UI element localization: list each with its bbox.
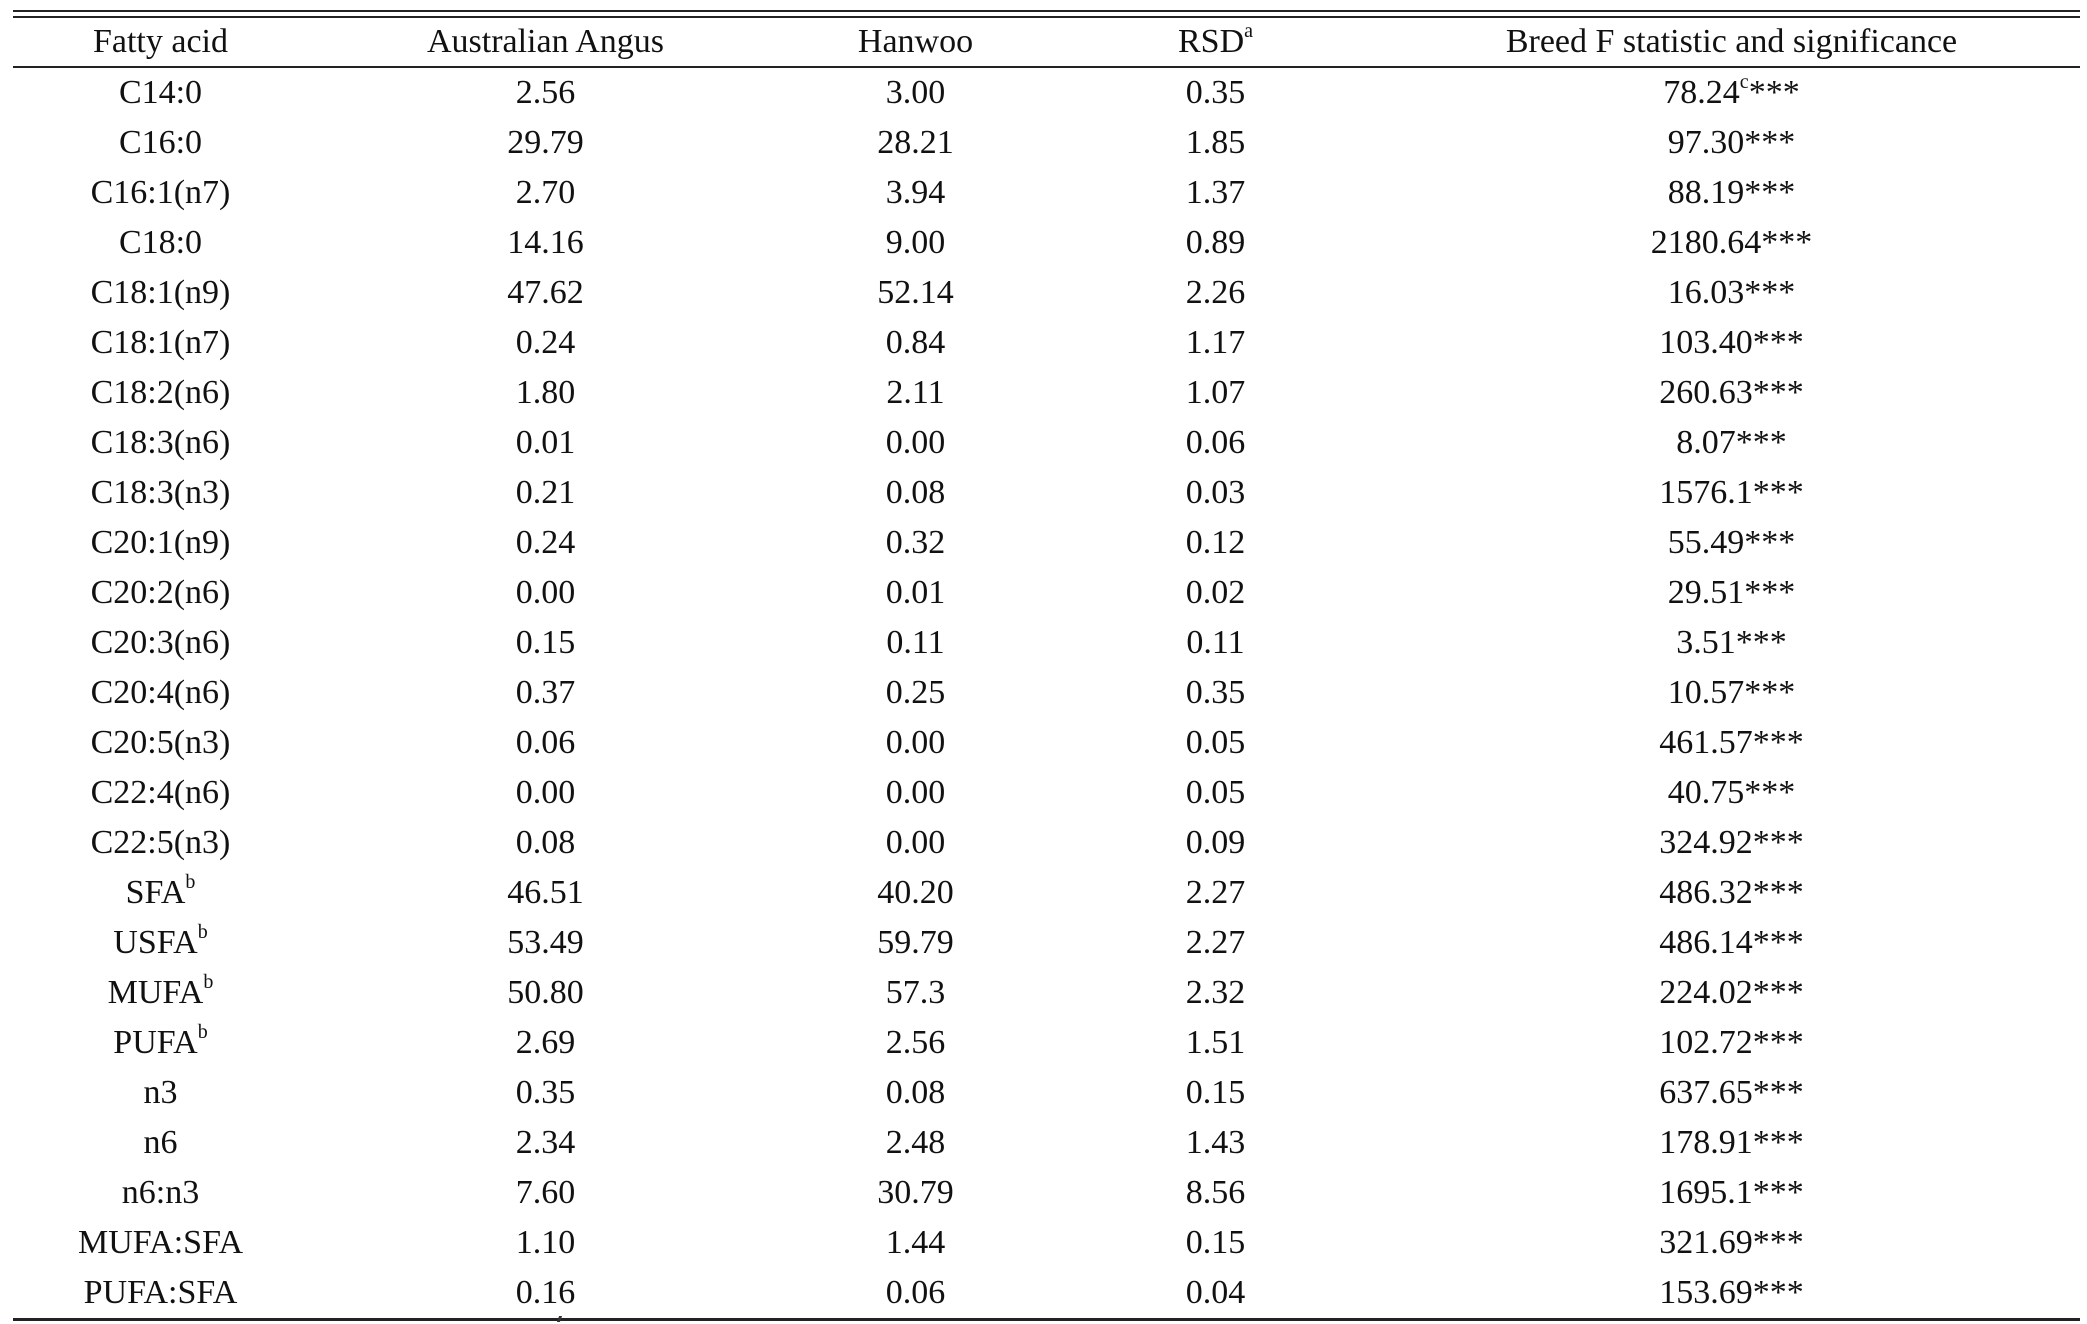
cell-hanwoo: 0.11 [886, 624, 945, 661]
cell-rsd: 2.32 [1185, 974, 1246, 1011]
fatty-acid-name: C18:1(n7) [90, 324, 231, 361]
cell-australian-angus: 0.00 [515, 774, 576, 811]
significance-stars: *** [1752, 474, 1804, 511]
table-row [13, 1168, 2080, 1218]
fatty-acid-name: PUFA:SFA [83, 1274, 238, 1311]
f-value: 178.91 [1659, 1124, 1753, 1161]
significance-stars: *** [1752, 924, 1804, 961]
cell-rsd: 1.51 [1185, 1024, 1246, 1061]
cell-rsd: 0.35 [1185, 674, 1246, 711]
cell-fatty-acid [13, 1268, 308, 1318]
data-table [13, 18, 2080, 66]
cell-f-statistic [1383, 768, 2080, 818]
significance-stars: *** [1752, 324, 1804, 361]
cell-f-statistic [1383, 1268, 2080, 1318]
cell-fatty-acid [13, 218, 308, 268]
significance-stars: *** [1761, 224, 1813, 261]
cell-australian-angus: 53.49 [507, 924, 584, 961]
table-row [13, 868, 2080, 918]
cell-f-statistic [1383, 1018, 2080, 1068]
table-row [13, 268, 2080, 318]
f-value: 1576.1 [1659, 474, 1753, 511]
data-table-body [13, 68, 2080, 1318]
table-header [13, 18, 2080, 66]
header-rsd-footnote-mark: a [1244, 20, 1254, 42]
cell-australian-angus: 50.80 [507, 974, 584, 1011]
cell-australian-angus: 0.01 [515, 424, 576, 461]
cell-f-statistic [1383, 918, 2080, 968]
f-value: 1695.1 [1659, 1174, 1753, 1211]
cell-rsd: 1.07 [1185, 374, 1246, 411]
cell-f-statistic [1383, 418, 2080, 468]
f-value: 2180.64 [1650, 224, 1762, 261]
fatty-acid-name: C18:1(n9) [90, 274, 231, 311]
header-fatty-acid: Fatty acid [92, 23, 229, 60]
cell-australian-angus: 0.00 [515, 574, 576, 611]
significance-stars: *** [1752, 1274, 1804, 1311]
cell-rsd: 0.35 [1185, 74, 1246, 111]
cell-australian-angus: 0.37 [515, 674, 576, 711]
cell-rsd: 0.09 [1185, 824, 1246, 861]
fatty-acid-footnote-mark: b [185, 871, 196, 893]
cell-rsd: 0.05 [1185, 774, 1246, 811]
cell-f-statistic [1383, 618, 2080, 668]
significance-stars: *** [1735, 424, 1787, 461]
cell-hanwoo: 0.84 [885, 324, 946, 361]
cell-hanwoo: 2.11 [886, 374, 945, 411]
f-value: 10.57 [1667, 674, 1745, 711]
cell-fatty-acid [13, 868, 308, 918]
cell-hanwoo: 40.20 [877, 874, 954, 911]
f-value: 16.03 [1667, 274, 1745, 311]
cell-australian-angus: 2.34 [515, 1124, 576, 1161]
f-value: 486.14 [1659, 924, 1753, 961]
table-row [13, 918, 2080, 968]
cell-australian-angus: 2.69 [515, 1024, 576, 1061]
cell-f-statistic [1383, 818, 2080, 868]
cell-hanwoo: 0.00 [885, 774, 946, 811]
fatty-acid-footnote-mark: b [197, 1021, 208, 1043]
header-rsd [1048, 18, 1383, 66]
significance-stars: *** [1744, 274, 1796, 311]
fatty-acid-name: C18:3(n6) [90, 424, 231, 461]
cell-rsd: 0.12 [1185, 524, 1246, 561]
cell-f-statistic [1383, 268, 2080, 318]
table-row [13, 718, 2080, 768]
cell-hanwoo: 52.14 [877, 274, 954, 311]
cell-rsd: 8.56 [1185, 1174, 1246, 1211]
significance-stars: *** [1752, 824, 1804, 861]
f-value: 29.51 [1667, 574, 1745, 611]
table-row [13, 418, 2080, 468]
cell-australian-angus: 0.08 [515, 824, 576, 861]
header-hanwoo: Hanwoo [857, 23, 974, 60]
fatty-acid-name: C20:1(n9) [90, 524, 231, 561]
fatty-acid-footnote-mark: b [197, 921, 208, 943]
header-row [13, 18, 2080, 66]
cell-hanwoo: 28.21 [877, 124, 954, 161]
fatty-acid-name: USFA [113, 924, 198, 961]
f-value: 40.75 [1667, 774, 1745, 811]
cell-f-statistic [1383, 718, 2080, 768]
f-value: 153.69 [1659, 1274, 1753, 1311]
cell-rsd: 1.85 [1185, 124, 1246, 161]
cell-rsd: 0.03 [1185, 474, 1246, 511]
header-australian-angus: Australian Angus [426, 23, 665, 60]
cell-fatty-acid [13, 318, 308, 368]
significance-stars: *** [1744, 774, 1796, 811]
f-value: 486.32 [1659, 874, 1753, 911]
cell-australian-angus: 7.60 [515, 1174, 576, 1211]
significance-stars: *** [1752, 1024, 1804, 1061]
cell-f-statistic [1383, 968, 2080, 1018]
significance-stars: *** [1752, 1174, 1804, 1211]
cell-fatty-acid [13, 168, 308, 218]
cell-hanwoo: 0.08 [885, 1074, 946, 1111]
cell-australian-angus: 1.10 [515, 1224, 576, 1261]
significance-stars: *** [1752, 974, 1804, 1011]
fatty-acid-name: MUFA [107, 974, 204, 1011]
cell-rsd: 0.15 [1185, 1074, 1246, 1111]
cell-hanwoo: 3.94 [885, 174, 946, 211]
significance-stars: *** [1752, 874, 1804, 911]
table-row [13, 168, 2080, 218]
significance-stars: *** [1744, 574, 1796, 611]
cell-hanwoo: 59.79 [877, 924, 954, 961]
fatty-acid-name: C20:5(n3) [90, 724, 231, 761]
f-value: 78.24 [1663, 74, 1740, 111]
cell-fatty-acid [13, 768, 308, 818]
table-row [13, 468, 2080, 518]
cell-hanwoo: 0.08 [885, 474, 946, 511]
significance-stars: *** [1752, 724, 1804, 761]
cell-australian-angus: 0.24 [515, 524, 576, 561]
cell-hanwoo: 0.25 [885, 674, 946, 711]
cell-f-statistic [1383, 118, 2080, 168]
fatty-acid-name: C14:0 [118, 74, 203, 111]
cell-fatty-acid [13, 668, 308, 718]
fatty-acid-footnote-mark: b [203, 971, 214, 993]
cell-fatty-acid [13, 68, 308, 118]
f-value: 321.69 [1659, 1224, 1753, 1261]
table-row [13, 968, 2080, 1018]
cell-fatty-acid [13, 618, 308, 668]
significance-stars: *** [1752, 1074, 1804, 1111]
cell-hanwoo: 9.00 [885, 224, 946, 261]
cell-fatty-acid [13, 1118, 308, 1168]
cell-hanwoo: 2.48 [885, 1124, 946, 1161]
cell-f-statistic [1383, 518, 2080, 568]
cell-fatty-acid [13, 818, 308, 868]
f-value: 103.40 [1659, 324, 1753, 361]
cell-f-statistic [1383, 168, 2080, 218]
cell-fatty-acid [13, 1018, 308, 1068]
cell-f-statistic [1383, 318, 2080, 368]
cell-hanwoo: 1.44 [885, 1224, 946, 1261]
cell-rsd: 0.11 [1186, 624, 1245, 661]
f-value: 637.65 [1659, 1074, 1753, 1111]
table-row [13, 1068, 2080, 1118]
cell-fatty-acid [13, 1218, 308, 1268]
cell-hanwoo: 2.56 [885, 1024, 946, 1061]
f-value: 102.72 [1659, 1024, 1753, 1061]
cell-rsd: 0.02 [1185, 574, 1246, 611]
cell-f-statistic [1383, 1068, 2080, 1118]
cell-fatty-acid [13, 518, 308, 568]
table-row [13, 818, 2080, 868]
table-row [13, 1218, 2080, 1268]
f-value: 88.19 [1667, 174, 1745, 211]
cell-fatty-acid [13, 468, 308, 518]
cell-rsd: 1.17 [1185, 324, 1246, 361]
table-row [13, 118, 2080, 168]
fatty-acid-name: C18:3(n3) [90, 474, 231, 511]
cell-f-statistic [1383, 368, 2080, 418]
table-row [13, 668, 2080, 718]
cell-australian-angus: 0.35 [515, 1074, 576, 1111]
f-value: 324.92 [1659, 824, 1753, 861]
cell-f-statistic [1383, 68, 2080, 118]
cell-fatty-acid [13, 368, 308, 418]
cell-australian-angus: 47.62 [507, 274, 584, 311]
table-row [13, 368, 2080, 418]
fatty-acid-name: C16:0 [118, 124, 203, 161]
cell-fatty-acid [13, 1168, 308, 1218]
cell-rsd: 2.27 [1185, 874, 1246, 911]
table-body [13, 68, 2080, 1318]
table-row [13, 68, 2080, 118]
cell-fatty-acid [13, 718, 308, 768]
f-value: 8.07 [1676, 424, 1736, 461]
cell-hanwoo: 0.01 [885, 574, 946, 611]
significance-stars: *** [1744, 124, 1796, 161]
cell-hanwoo: 0.06 [885, 1274, 946, 1311]
fatty-acid-table [13, 10, 2080, 1321]
fatty-acid-name: n6:n3 [121, 1174, 200, 1211]
cell-hanwoo: 0.00 [885, 724, 946, 761]
f-value: 260.63 [1659, 374, 1753, 411]
cell-rsd: 2.26 [1185, 274, 1246, 311]
f-value: 97.30 [1667, 124, 1745, 161]
significance-stars: *** [1748, 74, 1800, 111]
cell-fatty-acid [13, 118, 308, 168]
table-row [13, 318, 2080, 368]
cell-rsd: 0.15 [1185, 1224, 1246, 1261]
cell-australian-angus: 29.79 [507, 124, 584, 161]
cell-australian-angus: 2.70 [515, 174, 576, 211]
cell-rsd: 1.37 [1185, 174, 1246, 211]
cell-australian-angus: 2.56 [515, 74, 576, 111]
table-row [13, 218, 2080, 268]
significance-stars: *** [1752, 1224, 1804, 1261]
table-row [13, 1018, 2080, 1068]
cell-f-statistic [1383, 1118, 2080, 1168]
significance-stars: *** [1752, 1124, 1804, 1161]
cell-hanwoo: 0.32 [885, 524, 946, 561]
f-value: 3.51 [1676, 624, 1736, 661]
significance-stars: *** [1744, 524, 1796, 561]
cell-hanwoo: 30.79 [877, 1174, 954, 1211]
cell-fatty-acid [13, 1068, 308, 1118]
fatty-acid-name: C16:1(n7) [90, 174, 231, 211]
significance-stars: *** [1735, 624, 1787, 661]
table-bottom-rule [13, 1318, 2080, 1321]
table-row [13, 768, 2080, 818]
cell-australian-angus: 46.51 [507, 874, 584, 911]
cell-f-statistic [1383, 218, 2080, 268]
cell-rsd: 0.05 [1185, 724, 1246, 761]
f-footnote-mark: c [1739, 71, 1749, 93]
cell-rsd: 0.89 [1185, 224, 1246, 261]
cell-australian-angus: 0.06 [515, 724, 576, 761]
cell-australian-angus: 14.16 [507, 224, 584, 261]
fatty-acid-name: MUFA:SFA [77, 1224, 244, 1261]
f-value: 55.49 [1667, 524, 1745, 561]
fatty-acid-name: C18:0 [118, 224, 203, 261]
table-row [13, 568, 2080, 618]
fatty-acid-name: C20:3(n6) [90, 624, 231, 661]
cell-hanwoo: 3.00 [885, 74, 946, 111]
cell-fatty-acid [13, 268, 308, 318]
fatty-acid-name: C22:4(n6) [90, 774, 231, 811]
cell-australian-angus: 0.15 [515, 624, 576, 661]
significance-stars: *** [1744, 174, 1796, 211]
cell-australian-angus: 0.24 [515, 324, 576, 361]
significance-stars: *** [1752, 374, 1804, 411]
cell-f-statistic [1383, 468, 2080, 518]
f-value: 224.02 [1659, 974, 1753, 1011]
fatty-acid-name: PUFA [113, 1024, 198, 1061]
cell-fatty-acid [13, 568, 308, 618]
cell-fatty-acid [13, 968, 308, 1018]
cell-australian-angus: 0.16 [515, 1274, 576, 1311]
cell-australian-angus: 1.80 [515, 374, 576, 411]
cell-hanwoo: 0.00 [885, 424, 946, 461]
cell-hanwoo: 57.3 [885, 974, 946, 1011]
cell-f-statistic [1383, 568, 2080, 618]
table-top-rule [13, 10, 2080, 18]
cell-fatty-acid [13, 918, 308, 968]
table-row [13, 1268, 2080, 1318]
significance-stars: *** [1744, 674, 1796, 711]
fatty-acid-name: C20:4(n6) [90, 674, 231, 711]
cell-rsd: 0.06 [1185, 424, 1246, 461]
fatty-acid-name: n6 [143, 1124, 178, 1161]
cell-f-statistic [1383, 668, 2080, 718]
cell-rsd: 1.43 [1185, 1124, 1246, 1161]
table-row [13, 618, 2080, 668]
cell-rsd: 2.27 [1185, 924, 1246, 961]
cell-f-statistic [1383, 1168, 2080, 1218]
fatty-acid-name: C18:2(n6) [90, 374, 231, 411]
cell-f-statistic [1383, 868, 2080, 918]
fatty-acid-name: n3 [143, 1074, 178, 1111]
cell-australian-angus: 0.21 [515, 474, 576, 511]
cell-rsd: 0.04 [1185, 1274, 1246, 1311]
fatty-acid-name: C22:5(n3) [90, 824, 231, 861]
f-value: 461.57 [1659, 724, 1753, 761]
header-rsd-label: RSD [1177, 23, 1245, 60]
fatty-acid-name: SFA [125, 874, 186, 911]
table-row [13, 1118, 2080, 1168]
cell-hanwoo: 0.00 [885, 824, 946, 861]
cell-f-statistic [1383, 1218, 2080, 1268]
fatty-acid-name: C20:2(n6) [90, 574, 231, 611]
cell-fatty-acid [13, 418, 308, 468]
table-row [13, 518, 2080, 568]
header-f-statistic: Breed F statistic and significance [1505, 23, 1958, 60]
